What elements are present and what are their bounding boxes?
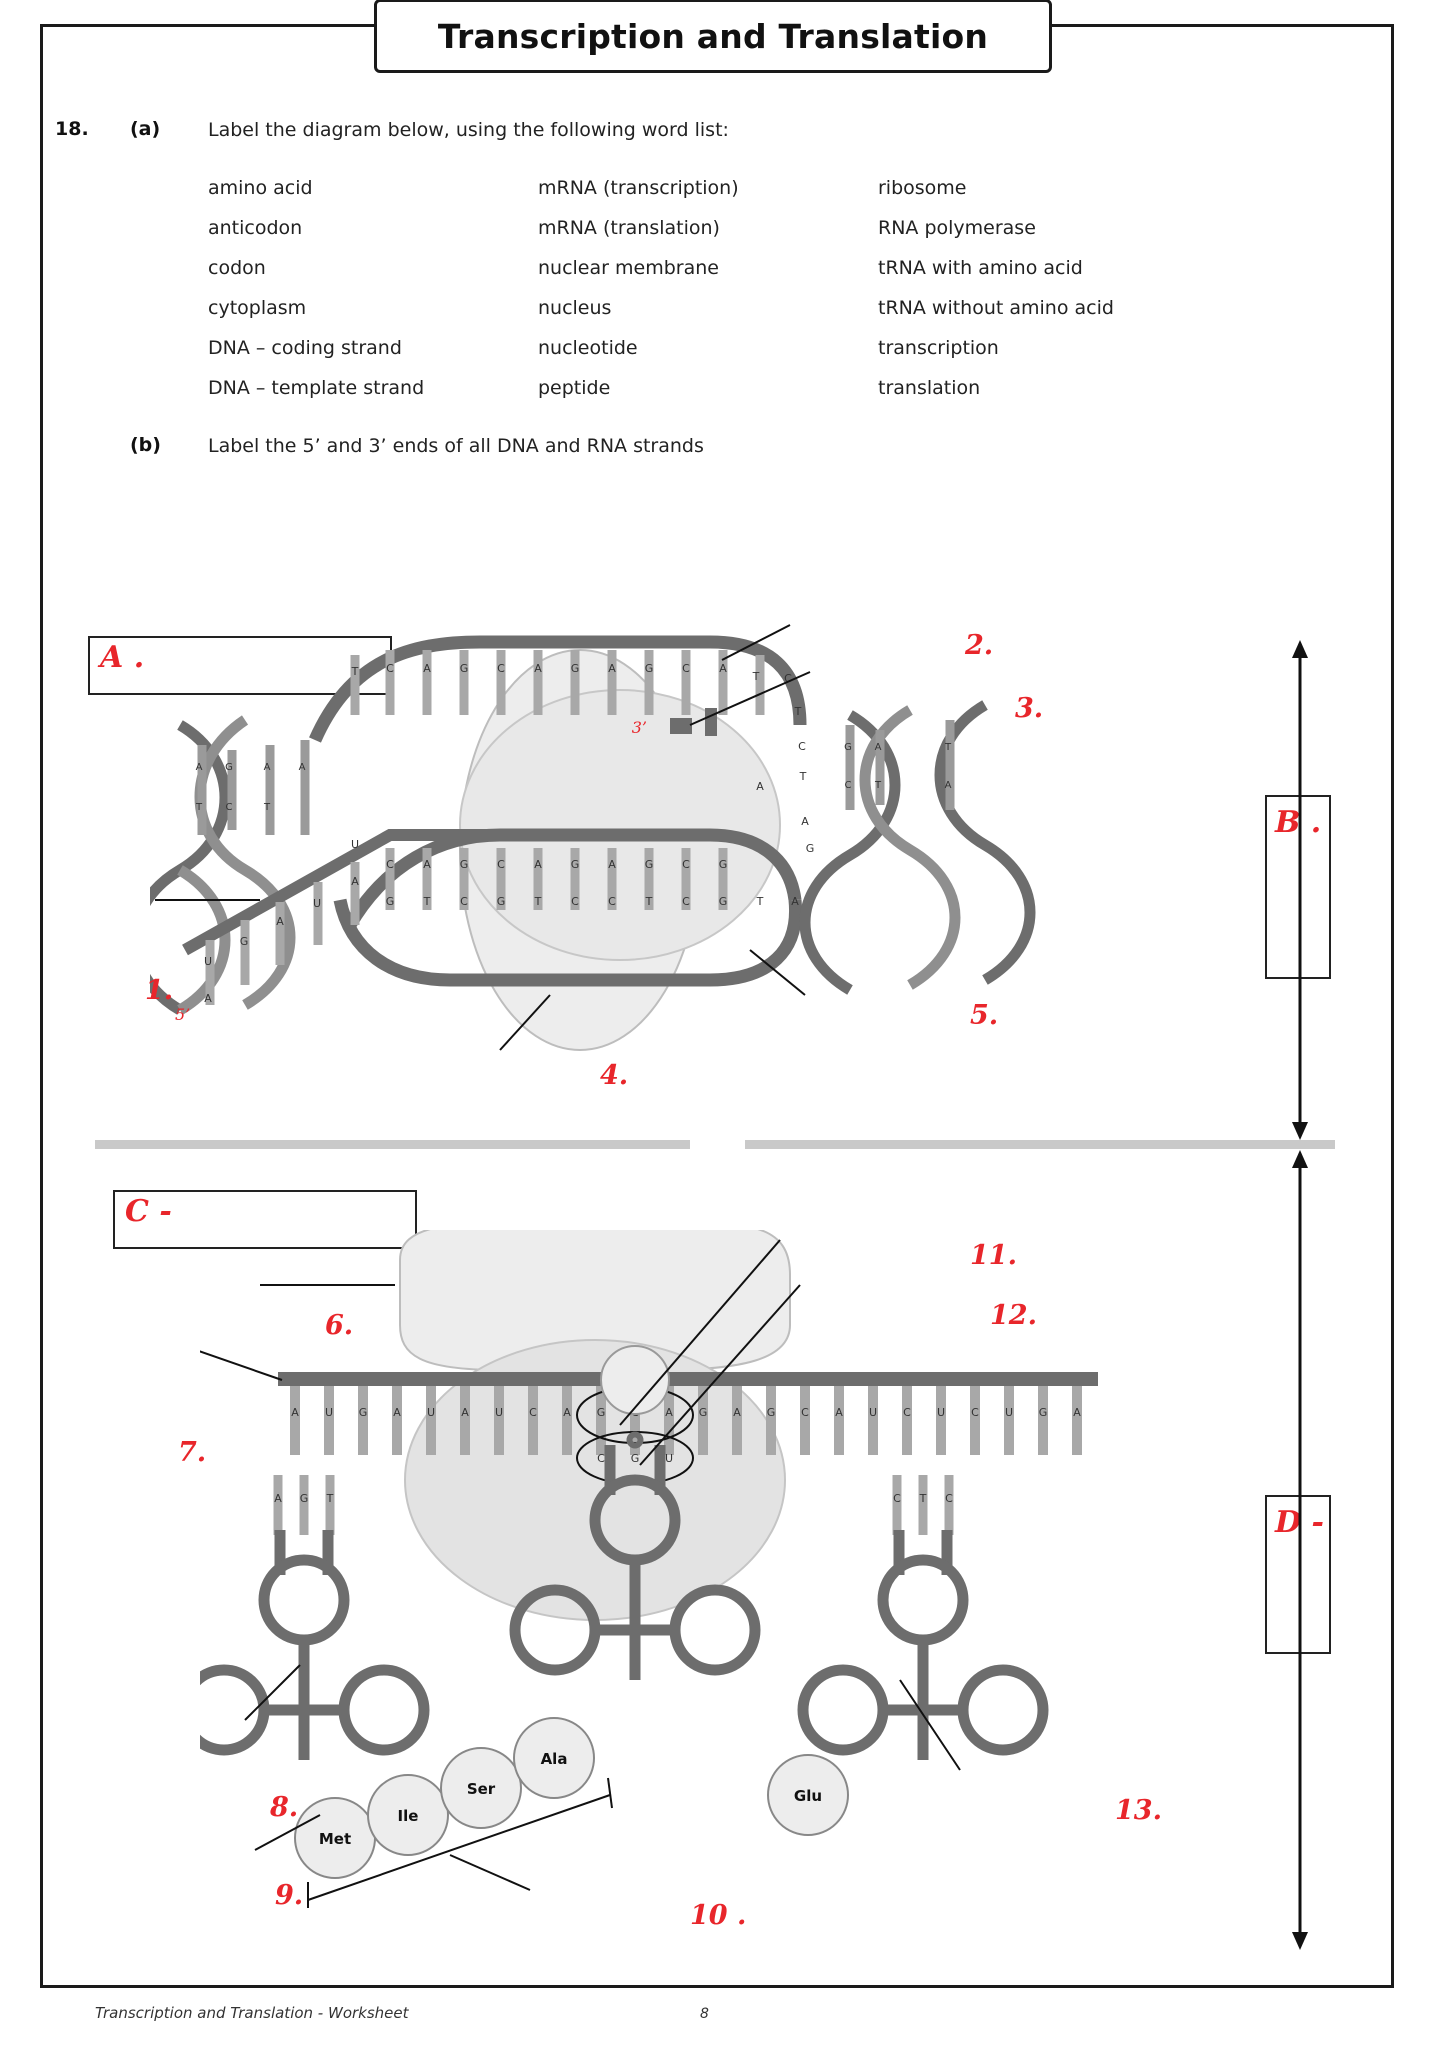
svg-text:A: A [393,1406,401,1419]
svg-text:G: G [718,895,728,908]
part-b-label: (b) [130,434,161,456]
svg-text:C: C [682,858,690,871]
svg-text:U: U [1004,1406,1014,1419]
svg-text:G: G [630,1452,640,1465]
svg-text:A: A [263,762,271,773]
word-list-item: codon [208,257,266,279]
label-number-3: 3. [1015,693,1044,724]
svg-text:A: A [195,762,203,773]
label-number-6: 6. [325,1310,354,1341]
svg-text:A: A [298,762,306,773]
svg-text:T: T [326,1492,334,1505]
svg-text:A: A [801,815,809,828]
label-number-2: 2. [965,630,994,661]
word-list-column-2 [538,168,878,408]
label-number-1: 1. [145,975,174,1006]
svg-text:G: G [1038,1406,1048,1419]
svg-text:C: C [682,662,690,675]
part-a-label: (a) [130,118,161,140]
page-title: Transcription and Translation [437,16,989,56]
svg-text:Ala: Ala [540,1750,568,1768]
svg-text:T: T [874,780,882,791]
svg-text:C: C [893,1492,901,1505]
answer-label-d: D - [1275,1505,1324,1540]
svg-text:G: G [299,1492,309,1505]
svg-text:G: G [718,858,728,871]
svg-text:U: U [426,1406,436,1419]
word-list-item: nucleotide [538,337,638,359]
svg-text:C: C [386,662,394,675]
svg-text:G: G [459,858,469,871]
svg-text:U: U [868,1406,878,1419]
label-number-4: 4. [600,1060,629,1091]
label-number-5: 5. [970,1000,999,1031]
svg-text:A: A [733,1406,741,1419]
svg-text:A: A [665,1406,673,1419]
svg-text:A: A [563,1406,571,1419]
svg-text:C: C [597,1452,605,1465]
footer-page-number: 8 [700,2006,709,2022]
svg-text:C: C [798,740,806,753]
svg-text:C: C [460,895,468,908]
svg-text:A: A [423,858,431,871]
svg-text:G: G [644,662,654,675]
svg-text:C: C [903,1406,911,1419]
svg-text:G: G [459,662,469,675]
svg-text:3’: 3’ [631,718,647,737]
word-list-item: RNA polymerase [878,217,1036,239]
svg-text:T: T [423,895,431,908]
svg-text:A: A [461,1406,469,1419]
svg-text:C: C [682,895,690,908]
label-number-12: 12. [990,1300,1037,1331]
svg-text:A: A [534,858,542,871]
svg-text:A: A [874,742,882,753]
svg-text:A: A [756,780,764,793]
svg-text:Glu: Glu [793,1787,823,1805]
word-list [208,168,1268,408]
word-list-item: translation [878,377,981,399]
word-list-item: tRNA without amino acid [878,297,1114,319]
word-list-item: cytoplasm [208,297,307,319]
word-list-item: anticodon [208,217,303,239]
label-number-10: 10 . [690,1900,747,1931]
word-list-item: mRNA (translation) [538,217,720,239]
word-list-item: nucleus [538,297,612,319]
svg-text:U: U [350,838,360,851]
svg-text:U: U [494,1406,504,1419]
svg-text:G: G [766,1406,776,1419]
svg-text:T: T [944,742,952,753]
svg-text:U: U [324,1406,334,1419]
word-list-item: mRNA (transcription) [538,177,739,199]
svg-text:A: A [1073,1406,1081,1419]
bracket-arrow-b [1270,640,1330,1140]
svg-text:C: C [529,1406,537,1419]
svg-text:Ile: Ile [397,1807,419,1825]
svg-text:T: T [756,895,764,908]
word-list-item: amino acid [208,177,313,199]
svg-text:A: A [204,992,212,1005]
svg-text:A: A [534,662,542,675]
svg-text:T: T [645,895,653,908]
worksheet-title-box [374,0,1052,73]
svg-text:G: G [496,895,506,908]
part-a-instruction: Label the diagram below, using the following word list: [208,119,729,141]
word-list-item: DNA – coding strand [208,337,402,359]
part-b-instruction: Label the 5’ and 3’ ends of all DNA and RNA strands [208,435,704,457]
svg-text:C: C [225,802,233,813]
svg-text:C: C [784,672,792,685]
answer-label-a: A . [100,640,145,675]
svg-text:U: U [936,1406,946,1419]
svg-text:C: C [497,858,505,871]
label-number-7: 7. [178,1437,207,1468]
label-number-8: 8. [270,1792,299,1823]
svg-text:Met: Met [318,1830,352,1848]
svg-text:G: G [225,762,233,773]
word-list-item: ribosome [878,177,967,199]
svg-text:C: C [971,1406,979,1419]
svg-text:G: G [698,1406,708,1419]
svg-text:G: G [385,895,395,908]
label-number-13: 13. [1115,1795,1162,1826]
svg-text:A: A [608,858,616,871]
svg-text:C: C [571,895,579,908]
svg-text:G: G [644,858,654,871]
svg-text:5’: 5’ [175,1005,191,1024]
svg-text:A: A [835,1406,843,1419]
svg-text:A: A [423,662,431,675]
svg-text:C: C [844,780,852,791]
word-list-item: tRNA with amino acid [878,257,1083,279]
svg-text:U: U [312,897,322,910]
svg-text:G: G [570,662,580,675]
svg-text:A: A [608,662,616,675]
svg-text:A: A [944,780,952,791]
membrane-bar-right [745,1140,1335,1149]
word-list-item: nuclear membrane [538,257,719,279]
svg-text:C: C [801,1406,809,1419]
word-list-item: transcription [878,337,999,359]
svg-text:G: G [844,742,852,753]
svg-text:A: A [291,1406,299,1419]
answer-label-b: B . [1275,805,1322,840]
svg-text:A: A [274,1492,282,1505]
label-number-9: 9. [275,1880,304,1911]
svg-text:G: G [596,1406,606,1419]
answer-label-c: C - [125,1194,172,1229]
label-number-11: 11. [970,1240,1017,1271]
svg-text:T: T [752,670,760,683]
svg-text:T: T [799,770,807,783]
svg-text:G: G [805,842,815,855]
svg-text:G: G [358,1406,368,1419]
word-list-item: DNA – template strand [208,377,425,399]
svg-text:C: C [497,662,505,675]
svg-text:T: T [195,802,203,813]
word-list-column-1 [208,168,538,408]
svg-text:A: A [791,895,799,908]
svg-text:C: C [386,858,394,871]
svg-text:T: T [534,895,542,908]
svg-text:A: A [351,875,359,888]
footer-text: Transcription and Translation - Worksheet [95,2004,409,2022]
svg-text:G: G [570,858,580,871]
svg-text:T: T [351,665,359,678]
svg-text:Ser: Ser [466,1780,496,1798]
svg-text:T: T [263,802,271,813]
svg-text:C: C [608,895,616,908]
word-list-column-3 [878,168,1208,408]
svg-text:A: A [719,662,727,675]
svg-text:C: C [945,1492,953,1505]
svg-text:G: G [239,935,249,948]
svg-text:T: T [794,705,802,718]
svg-text:U: U [203,955,213,968]
bracket-arrow-d [1270,1150,1330,1950]
membrane-bar-left [95,1140,690,1149]
svg-text:U: U [664,1452,674,1465]
question-number: 18. [55,118,89,140]
word-list-item: peptide [538,377,611,399]
svg-text:T: T [919,1492,927,1505]
svg-text:A: A [276,915,284,928]
